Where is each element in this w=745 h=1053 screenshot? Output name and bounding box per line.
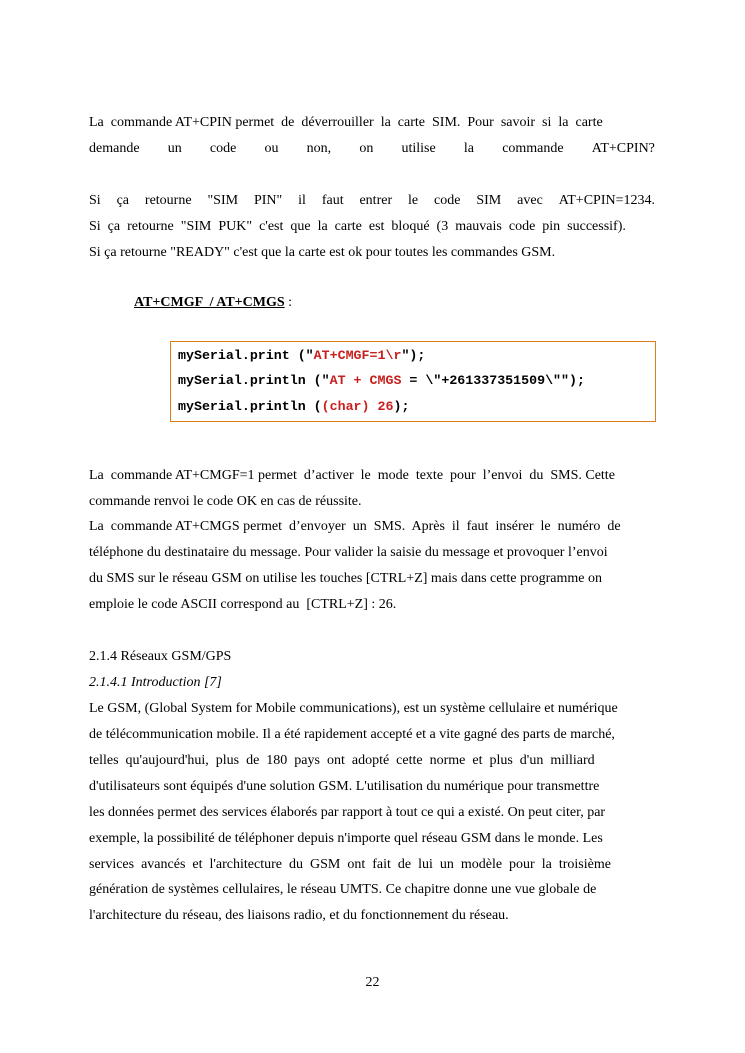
word: le (408, 193, 419, 208)
code-text: = \"+261337351509\""); (401, 373, 585, 388)
code-text: "); (401, 348, 426, 363)
paragraph-line (89, 727, 655, 743)
paragraph-line (89, 193, 655, 209)
code-text: mySerial.print (" (178, 348, 314, 363)
subsection-title-text: 2.1.4.1 Introduction [7] (89, 675, 222, 690)
paragraph-line (89, 831, 655, 847)
paragraph-line (89, 141, 655, 157)
code-line (178, 373, 585, 389)
command-heading (134, 295, 292, 311)
word: Si (89, 193, 101, 208)
paragraph-line (89, 494, 655, 510)
word: il (298, 193, 306, 208)
word: AT+CPIN? (591, 141, 655, 156)
code-text: ); (393, 399, 410, 414)
text-line: La commande AT+CMGF=1 permet d’activer le mode texte pour l’envoi du SMS. Cette (89, 468, 615, 483)
text-line: exemple, la possibilité de téléphoner depuis n'importe quel réseau GSM dans le monde. Les (89, 831, 603, 846)
text-line: emploie le code ASCII correspond au [CTRL+Z] : 26. (89, 597, 397, 612)
text-line: services avancés et l'architecture du GSM ont fait de lui un modèle pour la troisième (89, 857, 611, 872)
word: non, (306, 141, 332, 156)
paragraph-line (89, 597, 655, 613)
paragraph-line (89, 245, 655, 261)
word: code (209, 141, 237, 156)
text-line: telles qu'aujourd'hui, plus de 180 pays ont adopté cette norme et plus d'un milliard (89, 753, 595, 768)
page-number (0, 975, 745, 991)
word: la (463, 141, 475, 156)
paragraph-line (89, 779, 655, 795)
text-line: du SMS sur le réseau GSM on utilise les touches [CTRL+Z] mais dans cette programme on (89, 571, 602, 586)
subsection-title (89, 675, 655, 691)
code-text: mySerial.println ( (178, 399, 322, 414)
section-title (89, 649, 655, 665)
paragraph-line (89, 882, 655, 898)
paragraph-line (89, 805, 655, 821)
heading-suffix: : (284, 295, 293, 310)
word: code (434, 193, 461, 208)
text-line: Le GSM, (Global System for Mobile communications), est un système cellulaire et numérique (89, 701, 618, 716)
paragraph-line (89, 701, 655, 717)
paragraph-line (89, 545, 655, 561)
word: "SIM (207, 193, 239, 208)
text-line: d'utilisateurs sont équipés d'une solution GSM. L'utilisation du numérique pour transmettre (89, 779, 600, 794)
text-line: La commande AT+CMGS permet d’envoyer un SMS. Après il faut insérer le numéro de (89, 519, 621, 534)
word: un (167, 141, 182, 156)
code-string: AT + CMGS (329, 373, 402, 388)
word: commande (502, 141, 564, 156)
word: ou (264, 141, 279, 156)
word: entrer (359, 193, 393, 208)
word: PIN" (253, 193, 283, 208)
text-line: génération de systèmes cellulaires, le réseau UMTS. Ce chapitre donne une vue globale de (89, 882, 597, 897)
page-number-text: 22 (365, 975, 380, 990)
text-line: Si ça retourne "SIM PUK" c'est que la carte est bloqué (3 mauvais code pin successif). (89, 219, 626, 234)
code-line (178, 399, 409, 415)
text-line: les données permet des services élaborés par rapport à tout ce qui a existé. On peut citer, par (89, 805, 606, 820)
word: on (359, 141, 374, 156)
code-text: mySerial.println (" (178, 373, 330, 388)
code-block (170, 341, 656, 422)
paragraph-line (89, 519, 655, 535)
heading-label: AT+CMGF / AT+CMGS (134, 295, 285, 310)
paragraph-line (89, 468, 655, 484)
paragraph-line (89, 908, 655, 924)
word: demande (89, 141, 140, 156)
text-line: l'architecture du réseau, des liaisons radio, et du fonctionnement du réseau. (89, 908, 509, 923)
text-line: Si ça retourne "READY" c'est que la carte est ok pour toutes les commandes GSM. (89, 245, 556, 260)
paragraph-line (89, 115, 655, 131)
code-line (178, 348, 425, 364)
text-line: téléphone du destinataire du message. Pour valider la saisie du message et provoquer l’envoi (89, 545, 608, 560)
word: AT+CPIN=1234. (558, 193, 655, 208)
word: SIM (476, 193, 502, 208)
text-line: commande renvoi le code OK en cas de réussite. (89, 494, 362, 509)
word: retourne (144, 193, 192, 208)
word: avec (517, 193, 543, 208)
text-line: La commande AT+CPIN permet de déverrouiller la carte SIM. Pour savoir si la carte (89, 115, 603, 130)
paragraph-line (89, 219, 655, 235)
code-string: (char) 26 (321, 399, 394, 414)
word: ça (116, 193, 130, 208)
word: utilise (401, 141, 436, 156)
section-title-text: 2.1.4 Réseaux GSM/GPS (89, 649, 232, 664)
paragraph-line (89, 857, 655, 873)
code-string: AT+CMGF=1\r (313, 348, 402, 363)
paragraph-line (89, 571, 655, 587)
paragraph-line (89, 753, 655, 769)
word: faut (321, 193, 344, 208)
text-line: de télécommunication mobile. Il a été rapidement accepté et a vite gagné des parts de marché, (89, 727, 615, 742)
